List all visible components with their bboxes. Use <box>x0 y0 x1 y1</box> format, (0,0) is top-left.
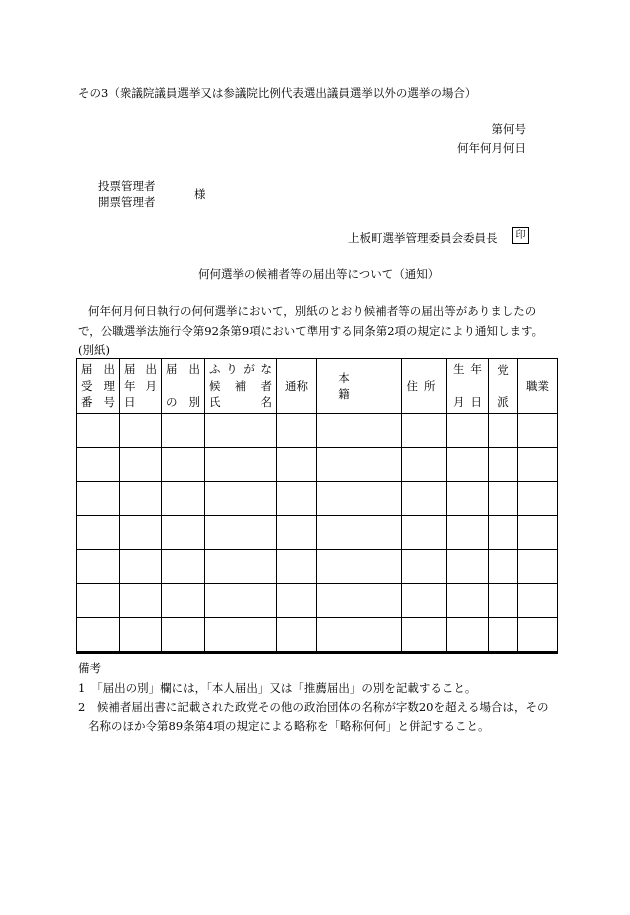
table-cell[interactable] <box>402 482 447 516</box>
table-cell[interactable] <box>402 414 447 448</box>
table-cell[interactable] <box>447 482 489 516</box>
table-cell[interactable] <box>77 414 120 448</box>
table-cell[interactable] <box>518 584 558 618</box>
table-cell[interactable] <box>518 482 558 516</box>
body-text-line-2: で，公職選挙法施行令第92条第9項において準用する同条第2項の規定により通知します。 <box>78 324 544 338</box>
table-cell[interactable] <box>77 550 120 584</box>
table-row <box>77 584 558 618</box>
table-cell[interactable] <box>317 584 402 618</box>
header-alias: 通称 <box>277 359 317 414</box>
table-row <box>77 550 558 584</box>
table-cell[interactable] <box>120 516 162 550</box>
document-number: 第何号 <box>491 122 526 136</box>
table-row <box>77 516 558 550</box>
header-occupation: 職業 <box>518 359 558 414</box>
table-cell[interactable] <box>277 516 317 550</box>
table-cell[interactable] <box>518 618 558 653</box>
table-cell[interactable] <box>120 618 162 653</box>
table-cell[interactable] <box>277 550 317 584</box>
table-cell[interactable] <box>489 550 518 584</box>
table-cell[interactable] <box>447 618 489 653</box>
header-reception-number: 届出 受理 番号 <box>77 359 120 414</box>
table-cell[interactable] <box>77 516 120 550</box>
document-subject: 何何選挙の候補者等の届出等について（通知） <box>198 267 440 281</box>
table-cell[interactable] <box>518 516 558 550</box>
table-cell[interactable] <box>447 516 489 550</box>
table-cell[interactable] <box>518 550 558 584</box>
header-party: 党 派 <box>489 359 518 414</box>
addressee-counting-manager: 開票管理者 <box>98 195 156 209</box>
table-cell[interactable] <box>277 482 317 516</box>
table-cell[interactable] <box>317 516 402 550</box>
table-cell[interactable] <box>317 448 402 482</box>
table-cell[interactable] <box>402 516 447 550</box>
table-row <box>77 482 558 516</box>
table-cell[interactable] <box>77 584 120 618</box>
table-cell[interactable] <box>402 448 447 482</box>
table-cell[interactable] <box>162 618 205 653</box>
header-address: 住所 <box>402 359 447 414</box>
table-cell[interactable] <box>489 618 518 653</box>
table-cell[interactable] <box>162 516 205 550</box>
table-cell[interactable] <box>447 448 489 482</box>
table-cell[interactable] <box>162 550 205 584</box>
table-cell[interactable] <box>447 414 489 448</box>
table-cell[interactable] <box>489 584 518 618</box>
remarks-title: 備考 <box>78 661 101 675</box>
table-cell[interactable] <box>402 550 447 584</box>
remark-note-2-line-2: 名称のほか令第89条第4項の規定による略称を「略称何何」と併記すること。 <box>88 719 490 733</box>
table-cell[interactable] <box>277 618 317 653</box>
addressee-voting-manager: 投票管理者 <box>98 179 156 193</box>
document-heading: その3（衆議院議員選挙又は参議院比例代表選出議員選挙以外の選挙の場合） <box>78 86 477 100</box>
table-cell[interactable] <box>277 448 317 482</box>
table-header-row <box>77 359 558 414</box>
remark-note-1: 1 「届出の別」欄には，「本人届出」又は「推薦届出」の別を記載すること。 <box>78 681 477 695</box>
table-cell[interactable] <box>77 618 120 653</box>
table-cell[interactable] <box>162 414 205 448</box>
table-cell[interactable] <box>77 482 120 516</box>
header-domicile: 本籍 <box>317 359 402 414</box>
table-cell[interactable] <box>162 448 205 482</box>
table-cell[interactable] <box>205 618 277 653</box>
table-cell[interactable] <box>77 448 120 482</box>
table-cell[interactable] <box>205 414 277 448</box>
header-candidate-name: ふりがな 候補者 氏名 <box>205 359 277 414</box>
table-cell[interactable] <box>402 618 447 653</box>
table-cell[interactable] <box>205 584 277 618</box>
table-cell[interactable] <box>317 482 402 516</box>
table-cell[interactable] <box>277 414 317 448</box>
candidate-roster-table <box>76 358 558 654</box>
table-cell[interactable] <box>489 414 518 448</box>
table-cell[interactable] <box>317 414 402 448</box>
table-cell[interactable] <box>489 482 518 516</box>
table-cell[interactable] <box>518 414 558 448</box>
table-cell[interactable] <box>162 482 205 516</box>
table-row <box>77 618 558 653</box>
table-cell[interactable] <box>205 482 277 516</box>
table-cell[interactable] <box>120 550 162 584</box>
table-cell[interactable] <box>205 448 277 482</box>
table-cell[interactable] <box>205 550 277 584</box>
header-birth-date: 生年 月日 <box>447 359 489 414</box>
attachment-label: (別紙) <box>78 343 110 357</box>
table-cell[interactable] <box>277 584 317 618</box>
table-cell[interactable] <box>447 550 489 584</box>
table-row <box>77 448 558 482</box>
header-filing-date: 届出 年月 日 <box>120 359 162 414</box>
table-cell[interactable] <box>205 516 277 550</box>
table-cell[interactable] <box>120 584 162 618</box>
remark-note-2-line-1: 2 候補者届出書に記載された政党その他の政治団体の名称が字数20を超える場合は，その <box>78 700 549 714</box>
seal-stamp: 印 <box>512 227 529 244</box>
body-text-line-1: 何年何月何日執行の何何選挙において，別紙のとおり候補者等の届出等がありましたの <box>88 304 537 318</box>
table-cell[interactable] <box>120 414 162 448</box>
header-filing-type: 届出 の別 <box>162 359 205 414</box>
table-cell[interactable] <box>447 584 489 618</box>
table-cell[interactable] <box>518 448 558 482</box>
table-cell[interactable] <box>317 550 402 584</box>
sender-title: 上板町選挙管理委員会委員長 <box>348 231 498 245</box>
document-date: 何年何月何日 <box>457 141 526 155</box>
table-cell[interactable] <box>402 584 447 618</box>
table-cell[interactable] <box>317 618 402 653</box>
table-cell[interactable] <box>162 584 205 618</box>
table-row <box>77 414 558 448</box>
table-cell[interactable] <box>489 448 518 482</box>
table-cell[interactable] <box>120 448 162 482</box>
table-cell[interactable] <box>120 482 162 516</box>
table-cell[interactable] <box>489 516 518 550</box>
addressee-honorific: 様 <box>194 187 206 201</box>
